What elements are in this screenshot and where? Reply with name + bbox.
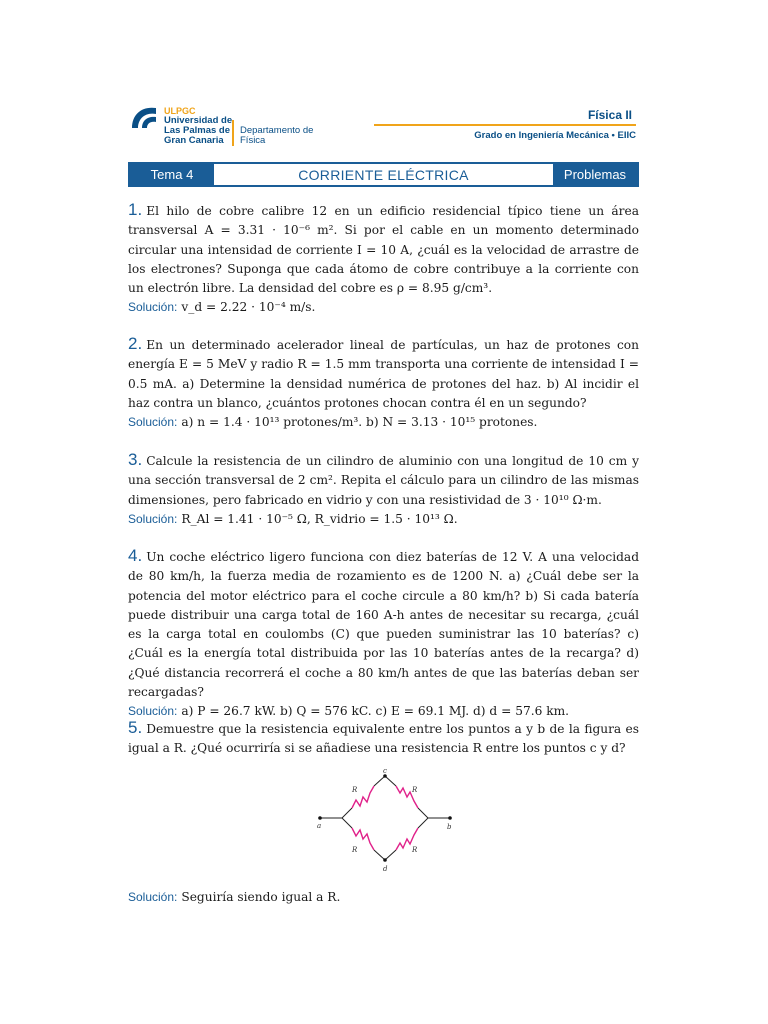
node-c-label: c <box>383 768 387 775</box>
problem-solution <box>128 510 639 529</box>
resistor-label-bl: R <box>352 846 358 854</box>
resistor-label-tr: R <box>412 786 418 794</box>
logo-line-1: Universidad de <box>164 115 233 126</box>
node-a-dot <box>318 816 322 820</box>
logo-separator <box>232 120 234 146</box>
problem-text: En un determinado acelerador lineal de partículas, un haz de protones con energía E = 5 MeV y radio R = 1.5 mm transporta una corriente de intensidad I = 0.5 mA. a) Determine la densidad numérica de protones del haz. b) Al incidir el haz contra un blanco, ¿cuántos protones chocan contra él en un segundo? <box>128 338 639 410</box>
department-name <box>240 126 313 146</box>
resistor-bridge-circuit <box>310 768 460 874</box>
node-d-label: d <box>383 865 388 873</box>
problem-text: Un coche eléctrico ligero funciona con diez baterías de 12 V. A una velocidad de 80 km/h, la fuerza media de rozamiento es de 1200 N. a) ¿Cuál debe ser la potencia del motor eléctrico para el coche circule a 80 km/h? b) Si cada batería puede distribuir una carga total de 160 A-h antes de necesitar su recarga, ¿cuál es la carga total en coulombs (C) que pueden suministrar las 10 baterías? c) ¿Cuál es la energía total distribuida por las 10 baterías antes de la recarga? d) ¿Qué distancia recorrerá el coche a 80 km/h antes de que las baterías deban ser recargadas? <box>128 550 639 700</box>
problem-2 <box>128 334 639 432</box>
node-b-dot <box>448 816 452 820</box>
problem-number: 5. <box>128 718 143 737</box>
course-divider <box>374 124 636 126</box>
section-label: Problemas <box>553 164 637 185</box>
resistor-label-br: R <box>412 846 418 854</box>
logo-acronym: ULPGC <box>164 106 196 116</box>
solution-label: Solución: <box>128 415 178 430</box>
solution-label: Solución: <box>128 890 178 904</box>
problem-number: 3. <box>128 450 143 469</box>
problem-5-solution <box>128 888 340 907</box>
solution-text: v_d = 2.22 · 10⁻⁴ m/s. <box>181 300 316 315</box>
solution-text: a) n = 1.4 · 10¹³ protones/m³. b) N = 3.13 · 10¹⁵ protones. <box>181 415 538 430</box>
course-title: Física II <box>587 108 632 122</box>
problem-text: El hilo de cobre calibre 12 en un edificio residencial típico tiene un área transversal A = 3.31 · 10⁻⁶ m². Si por el cable en un momento determinado circular una intensidad de corriente I = 10 A, ¿cuál es la velocidad de arrastre de los electrones? Suponga que cada átomo de cobre contribuye a la corriente con un electrón libre. La densidad del cobre es ρ = 8.95 g/cm³. <box>128 204 639 296</box>
solution-label: Solución: <box>128 511 178 526</box>
ulpgc-logo-icon <box>128 102 160 134</box>
topic-banner <box>128 162 639 187</box>
problem-5 <box>128 718 639 759</box>
problem-number: 4. <box>128 546 143 565</box>
solution-label: Solución: <box>128 704 178 719</box>
problem-number: 1. <box>128 200 143 219</box>
problem-4 <box>128 546 639 722</box>
topic-number: Tema 4 <box>130 164 214 185</box>
node-b-label: b <box>447 823 452 831</box>
problem-text: Demuestre que la resistencia equivalente entre los puntos a y b de la figura es igual a R. ¿Qué ocurriría si se añadiese una resistencia R entre los puntos c y d? <box>128 722 639 756</box>
solution-label: Solución: <box>128 300 178 315</box>
solution-text: R_Al = 1.41 · 10⁻⁵ Ω, R_vidrio = 1.5 · 10¹³ Ω. <box>181 511 458 526</box>
topic-title: CORRIENTE ELÉCTRICA <box>298 166 469 183</box>
problem-solution <box>128 298 639 317</box>
logo-line-2: Las Palmas de <box>164 125 231 136</box>
problem-3 <box>128 450 639 529</box>
solution-text: a) P = 26.7 kW. b) Q = 576 kC. c) E = 69.1 MJ. d) d = 57.6 km. <box>181 704 570 719</box>
resistor-label-tl: R <box>352 786 358 794</box>
department-line-1: Departamento de <box>240 125 314 136</box>
node-d-dot <box>383 858 387 862</box>
logo-line-3: Gran Canaria <box>164 135 224 146</box>
solution-text: Seguiría siendo igual a R. <box>181 890 341 904</box>
problem-1 <box>128 200 639 318</box>
node-a-label: a <box>317 822 322 830</box>
problem-solution <box>128 413 639 432</box>
problem-number: 2. <box>128 334 143 353</box>
university-name <box>164 106 232 146</box>
problem-text: Calcule la resistencia de un cilindro de aluminio con una longitud de 10 cm y una sección transversal de 2 cm². Repita el cálculo para un cilindro de las mismas dimensiones, pero fabricado en vidrio y con una resistividad de 3 · 10¹⁰ Ω·m. <box>128 454 639 507</box>
course-subtitle: Grado en Ingeniería Mecánica • EIIC <box>474 130 636 141</box>
page-header <box>128 100 638 150</box>
department-line-2: Física <box>240 135 266 146</box>
